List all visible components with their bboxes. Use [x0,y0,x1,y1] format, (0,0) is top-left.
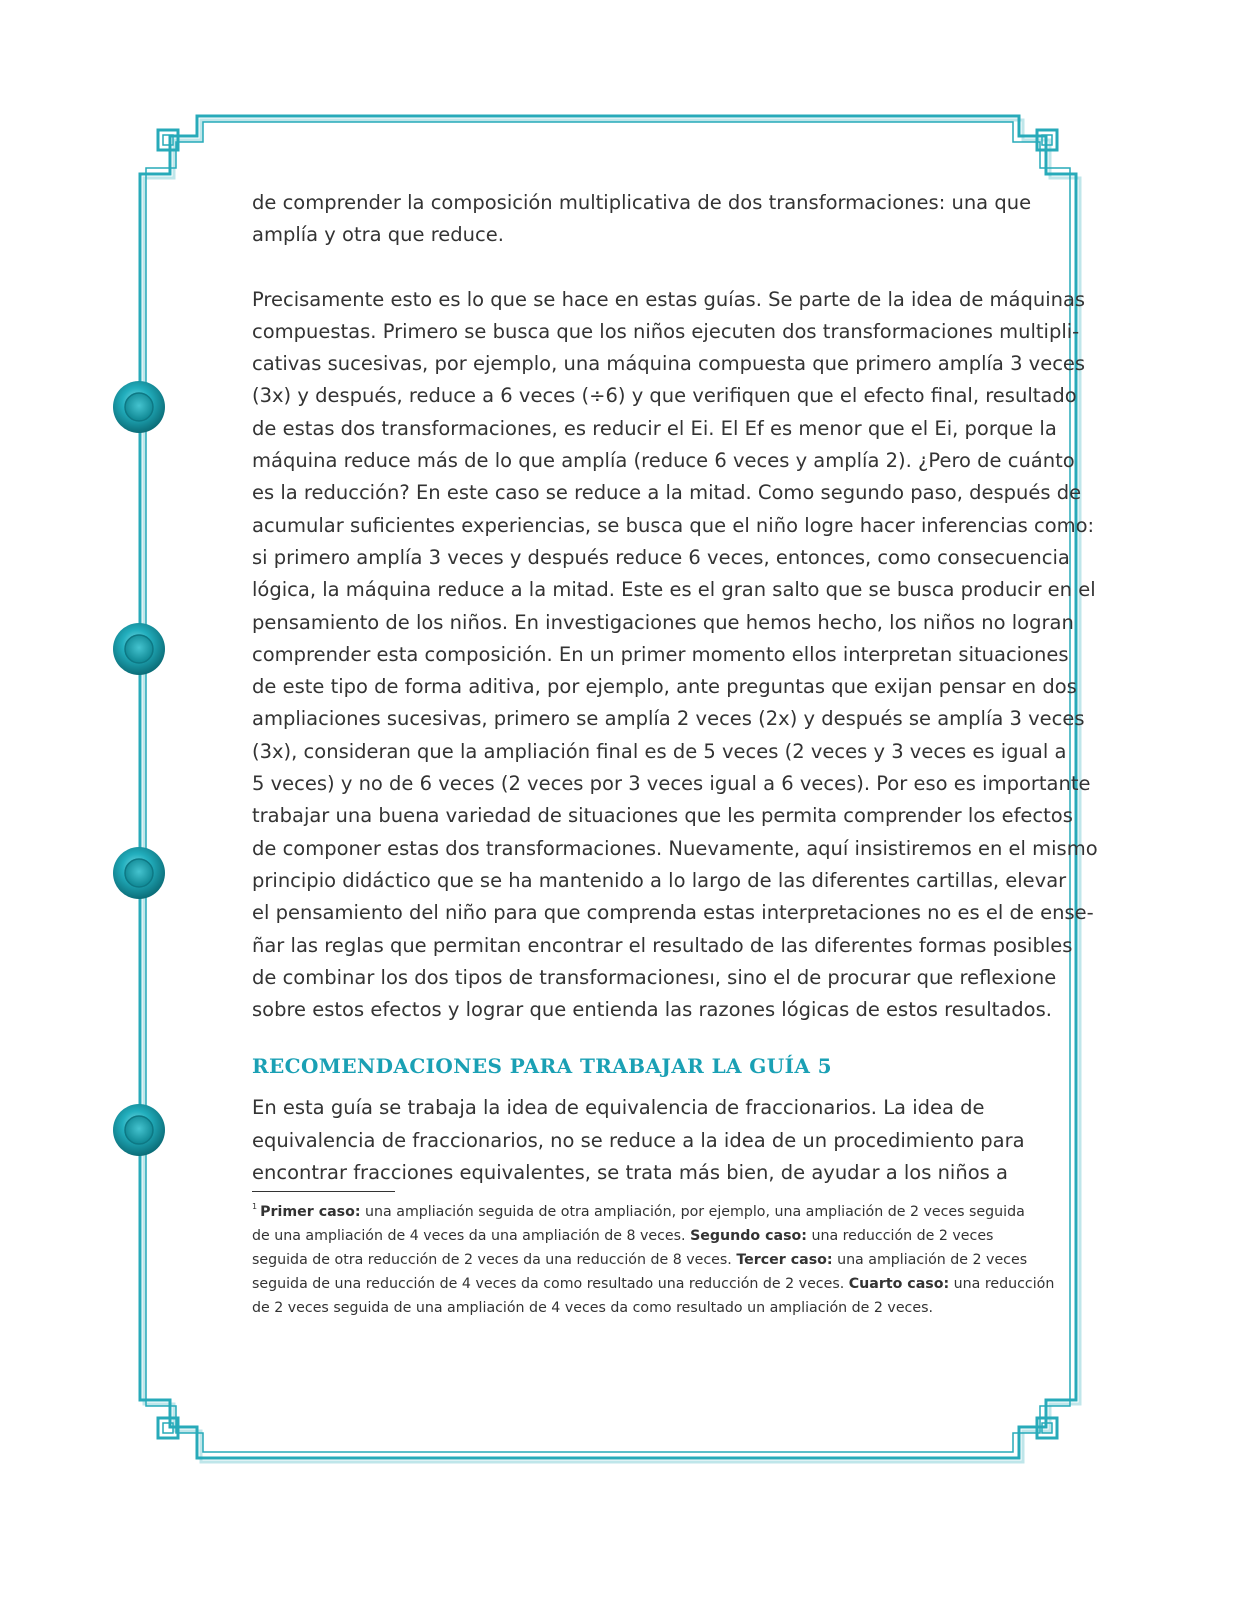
text-line: sobre estos efectos y lograr que entienda las razones lógicas de estos resultados. [252,998,1052,1022]
footnote-divider [252,1191,395,1192]
footnote-text: una reducción [949,1276,1055,1293]
footnote-text: de 2 veces seguida de una ampliación de 4 veces da como resultado un ampliación de 2 veces. [252,1300,933,1317]
text-line: trabajar una buena variedad de situaciones que les permita comprender los efectos [252,804,1073,828]
footnote-text: una ampliación de 2 veces [832,1252,1028,1269]
text-line: de estas dos transformaciones, es reducir el Ei. El Ef es menor que el Ei, porque la [252,416,1057,440]
text-line: (3x), consideran que la ampliación final es de 5 veces (2 veces y 3 veces es igual a [252,739,1067,763]
binder-bead [113,381,165,433]
text-line: encontrar fracciones equivalentes, se trata más bien, de ayudar a los niños a [252,1161,1008,1185]
binder-bead [113,847,165,899]
text-line: el pensamiento del niño para que comprenda estas interpretaciones no es el de ense- [252,901,1094,925]
text-line: 5 veces) y no de 6 veces (2 veces por 3 veces igual a 6 veces). Por eso es importante [252,772,1091,796]
footnote-text: una ampliación seguida de otra ampliación, por ejemplo, una ampliación de 2 veces seguida [360,1204,1025,1221]
text-line: Precisamente esto es lo que se hace en estas guías. Se parte de la idea de máquinas [252,287,1086,311]
text-line: ñar las reglas que permitan encontrar el resultado de las diferentes formas posibles [252,933,1073,957]
binder-bead [113,623,165,675]
footnote-line [252,1195,1032,1224]
text-line: En esta guía se trabaja la idea de equivalencia de fraccionarios. La idea de [252,1096,985,1120]
text-line: equivalencia de fraccionarios, no se reduce a la idea de un procedimiento para [252,1128,1025,1152]
footnote-text: una reducción de 2 veces [806,1228,994,1245]
footnote-case-label: Tercer caso: [736,1252,833,1269]
footnote-line [252,1272,1055,1296]
footnote-text: de una ampliación de 4 veces da una ampliación de 8 veces. [252,1228,691,1245]
text-line: pensamiento de los niños. En investigaciones que hemos hecho, los niños no logran [252,610,1074,634]
text-line: compuestas. Primero se busca que los niños ejecuten dos transformaciones multipli- [252,319,1080,343]
text-line: cativas sucesivas, por ejemplo, una máquina compuesta que primero amplía 3 veces [252,352,1086,376]
footnote-marker: 1 [252,1202,258,1212]
text-line: máquina reduce más de lo que amplía (reduce 6 veces y amplía 2). ¿Pero de cuánto [252,449,1075,473]
text-line: lógica, la máquina reduce a la mitad. Este es el gran salto que se busca producir en el [252,578,1096,602]
footnote [252,1195,1055,1320]
section-paragraph [252,1092,1032,1189]
text-line: ampliaciones sucesivas, primero se amplía 2 veces (2x) y después se amplía 3 veces [252,707,1085,731]
text-line: principio didáctico que se ha mantenido a lo largo de las diferentes cartillas, elevar [252,868,1067,892]
text-line: amplía y otra que reduce. [252,223,504,247]
text-line: de combinar los dos tipos de transformacionesı, sino el de procurar que reflexione [252,965,1057,989]
text-line: de este tipo de forma aditiva, por ejemplo, ante preguntas que exijan pensar en dos [252,675,1077,699]
binder-bead [113,1104,165,1156]
footnote-text: seguida de una reducción de 4 veces da como resultado una reducción de 2 veces. [252,1276,849,1293]
text-line: acumular suficientes experiencias, se busca que el niño logre hacer inferencias como: [252,513,1095,537]
page-content [252,187,1098,1320]
text-line: (3x) y después, reduce a 6 veces (÷6) y que verifiquen que el efecto final, resultado [252,384,1077,408]
text-line: es la reducción? En este caso se reduce a la mitad. Como segundo paso, después de [252,481,1082,505]
body-paragraph [252,284,1098,1027]
section-heading: RECOMENDACIONES PARA TRABAJAR LA GUÍA 5 [252,1054,832,1079]
text-line: de comprender la composición multiplicativa de dos transformaciones: una que [252,191,1032,214]
footnote-case-label: Cuarto caso: [848,1276,950,1293]
intro-paragraph [252,187,1032,252]
text-line: comprender esta composición. En un primer momento ellos interpretan situaciones [252,642,1069,666]
footnote-line [252,1248,1032,1272]
footnote-case-label: Segundo caso: [690,1228,807,1245]
text-line: de componer estas dos transformaciones. Nuevamente, aquí insistiremos en el mismo [252,836,1098,860]
footnote-line [252,1224,1032,1248]
footnote-case-label: Primer caso: [260,1204,361,1221]
footnote-line [252,1296,1032,1320]
footnote-text: seguida de otra reducción de 2 veces da una reducción de 8 veces. [252,1252,737,1269]
text-line: si primero amplía 3 veces y después reduce 6 veces, entonces, como consecuencia [252,545,1070,569]
